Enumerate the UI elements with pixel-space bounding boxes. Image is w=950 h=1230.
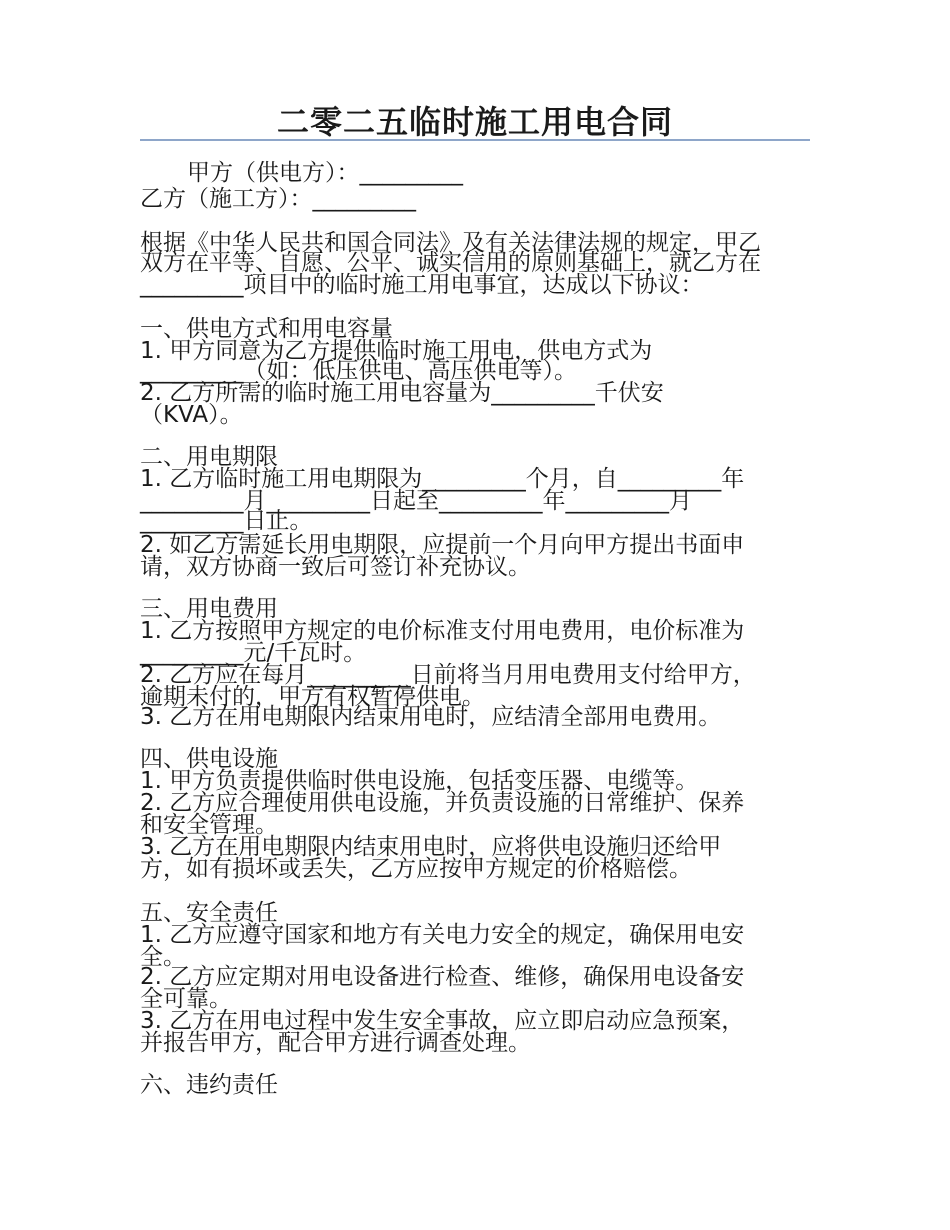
clause-line: _________元/千瓦时。 <box>140 640 367 666</box>
clause-line: 3. 乙方在用电过程中发生安全事故，应立即启动应急预案， <box>140 1008 745 1034</box>
clause-line: 全可靠。 <box>140 986 232 1012</box>
clause-line: 2. 乙方所需的临时施工用电容量为_________千伏安 <box>140 380 664 406</box>
intro-line: 根据《中华人民共和国合同法》及有关法律法规的规定，甲乙 <box>140 230 761 256</box>
party-b-line: 乙方（施工方）：_________ <box>140 186 416 212</box>
clause-line: 2. 如乙方需延长用电期限，应提前一个月向甲方提出书面申 <box>140 532 745 558</box>
clause-line: 请，双方协商一致后可签订补充协议。 <box>140 554 531 580</box>
clause-line: 2. 乙方应合理使用供电设施，并负责设施的日常维护、保养 <box>140 790 745 816</box>
clause-line: 1. 甲方负责提供临时供电设施，包括变压器、电缆等。 <box>140 768 699 794</box>
clause-line: 方，如有损坏或丢失，乙方应按甲方规定的价格赔偿。 <box>140 856 692 882</box>
clause-line: 3. 乙方在用电期限内结束用电时，应将供电设施归还给甲 <box>140 834 722 860</box>
clause-line: 和安全管理。 <box>140 812 278 838</box>
clause-line: 并报告甲方，配合甲方进行调查处理。 <box>140 1030 531 1056</box>
clause-line: 全。 <box>140 944 186 970</box>
title-underline <box>140 139 810 141</box>
party-a-line: 甲方（供电方）：_________ <box>187 160 463 186</box>
clause-line: 1. 乙方临时施工用电期限为_________个月，自_________年 <box>140 466 745 492</box>
section-heading: 六、违约责任 <box>140 1072 278 1098</box>
section-heading: 二、用电期限 <box>140 444 278 470</box>
section-heading: 三、用电费用 <box>140 596 278 622</box>
clause-line: 1. 甲方同意为乙方提供临时施工用电，供电方式为 <box>140 338 653 364</box>
clause-line: _________（如：低压供电、高压供电等）。 <box>140 358 577 384</box>
section-heading: 五、安全责任 <box>140 900 278 926</box>
clause-line: 2. 乙方应定期对用电设备进行检查、维修，确保用电设备安 <box>140 964 745 990</box>
clause-line: （KVA）。 <box>140 402 243 428</box>
section-heading: 一、供电方式和用电容量 <box>140 316 393 342</box>
clause-line: 逾期未付的，甲方有权暂停供电。 <box>140 684 485 710</box>
clause-line: 1. 乙方按照甲方规定的电价标准支付用电费用，电价标准为 <box>140 618 745 644</box>
section-heading: 四、供电设施 <box>140 746 278 772</box>
clause-line: 2. 乙方应在每月_________日前将当月用电费用支付给甲方， <box>140 662 756 688</box>
clause-line: _________月_________日起至_________年_________月 <box>140 488 692 514</box>
clause-line: 3. 乙方在用电期限内结束用电时，应结清全部用电费用。 <box>140 704 722 730</box>
page-title: 二零二五临时施工用电合同 <box>276 103 673 141</box>
intro-line: 双方在平等、自愿、公平、诚实信用的原则基础上，就乙方在 <box>140 250 761 276</box>
clause-line: 1. 乙方应遵守国家和地方有关电力安全的规定，确保用电安 <box>140 922 745 948</box>
intro-line: _________项目中的临时施工用电事宜，达成以下协议： <box>140 272 704 298</box>
clause-line: _________日止。 <box>140 508 313 534</box>
